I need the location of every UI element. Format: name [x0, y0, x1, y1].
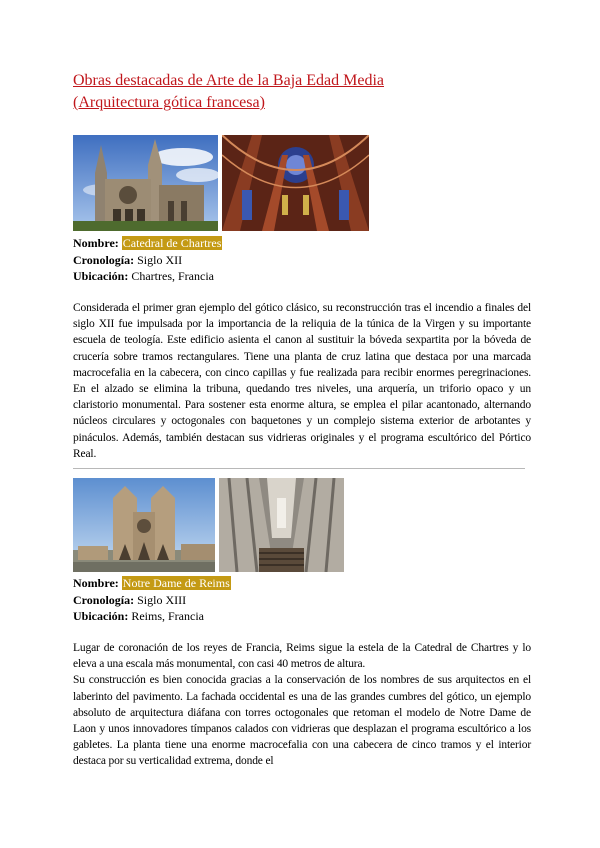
- name-label: Nombre:: [73, 236, 119, 250]
- chronology-label: Cronología:: [73, 592, 135, 607]
- location-value: Reims, Francia: [131, 609, 204, 623]
- name-row: [73, 235, 222, 252]
- chronology-value: Siglo XIII: [137, 592, 187, 607]
- reims-facade-photo: [73, 478, 215, 572]
- name-row: [73, 575, 231, 592]
- title-line-1: Obras destacadas de Arte de la Baja Edad Media: [73, 72, 384, 89]
- chronology-label: Cronología:: [73, 252, 135, 267]
- location-label: Ubicación:: [73, 269, 129, 283]
- location-row: [73, 608, 231, 625]
- paragraph: Su construcción es bien conocida gracias a la conservación de los nombres de sus arquitectos en el laberinto del pavimento. La fachada occidental es una de las grandes cumbres del gótico, un ejemplo absoluto de arquitectura diáfana con torres octogonales que retoman el modelo de Notre Dame de Laon y unos innovadores tímpanos calados con vidrieras que desplazan el programa escultórico a los gabletes. La planta tiene una enorme macrocefalia con una cabecera de cinco tramos y el interior destaca por su verticalidad extrema, donde el: [73, 674, 531, 768]
- section-divider: [73, 468, 525, 469]
- location-row: [73, 268, 222, 285]
- reims-nave-interior-photo: [219, 478, 344, 572]
- chartres-facade-photo: [73, 135, 218, 231]
- title-line-2: (Arquitectura gótica francesa): [73, 94, 265, 111]
- paragraph: Lugar de coronación de los reyes de Francia, Reims sigue la estela de la Catedral de Chartres y lo eleva a una escala más monumental, con casi 40 metros de altura.: [73, 642, 531, 671]
- reims-metadata: [73, 575, 231, 625]
- location-label: Ubicación:: [73, 609, 129, 623]
- chronology-row: [73, 592, 231, 609]
- chartres-description: [73, 300, 531, 462]
- paragraph: Considerada el primer gran ejemplo del gótico clásico, su reconstrucción tras el incendio a finales del siglo XII fue impulsada por la importancia de la reliquia de la túnica de la Virgen y su importante escuela de teología. Este edificio asienta el canon al sustituir la bóveda sexpartita por la bóveda de crucería sobre tramos rectangulares. Tiene una planta de cruz latina que destaca por una marcada macrocefalia en la cabecera, con cinco capillas y fue realizada para recibir enormes peregrinaciones. En el alzado se elimina la tribuna, quedando tres niveles, una arquería, un triforio opaco y un claristorio monumental. Para sostener esta enorme altura, se emplea el pilar acantonado, alternando núcleos circulares y octogonales con baquetones y un complejo sistema exterior de arbotantes y pináculos. Además, también destacan sus vidrieras originales y el programa escultórico del Pórtico Real.: [73, 302, 531, 460]
- chronology-value: Siglo XII: [137, 252, 183, 267]
- chartres-vault-interior-photo: [222, 135, 369, 231]
- document-title: [73, 70, 543, 114]
- entry-name-highlight: Notre Dame de Reims: [122, 576, 230, 590]
- entry-name-highlight: Catedral de Chartres: [122, 236, 222, 250]
- chronology-row: [73, 252, 222, 269]
- chartres-metadata: [73, 235, 222, 285]
- location-value: Chartres, Francia: [131, 269, 214, 283]
- reims-description: [73, 640, 531, 770]
- name-label: Nombre:: [73, 576, 119, 590]
